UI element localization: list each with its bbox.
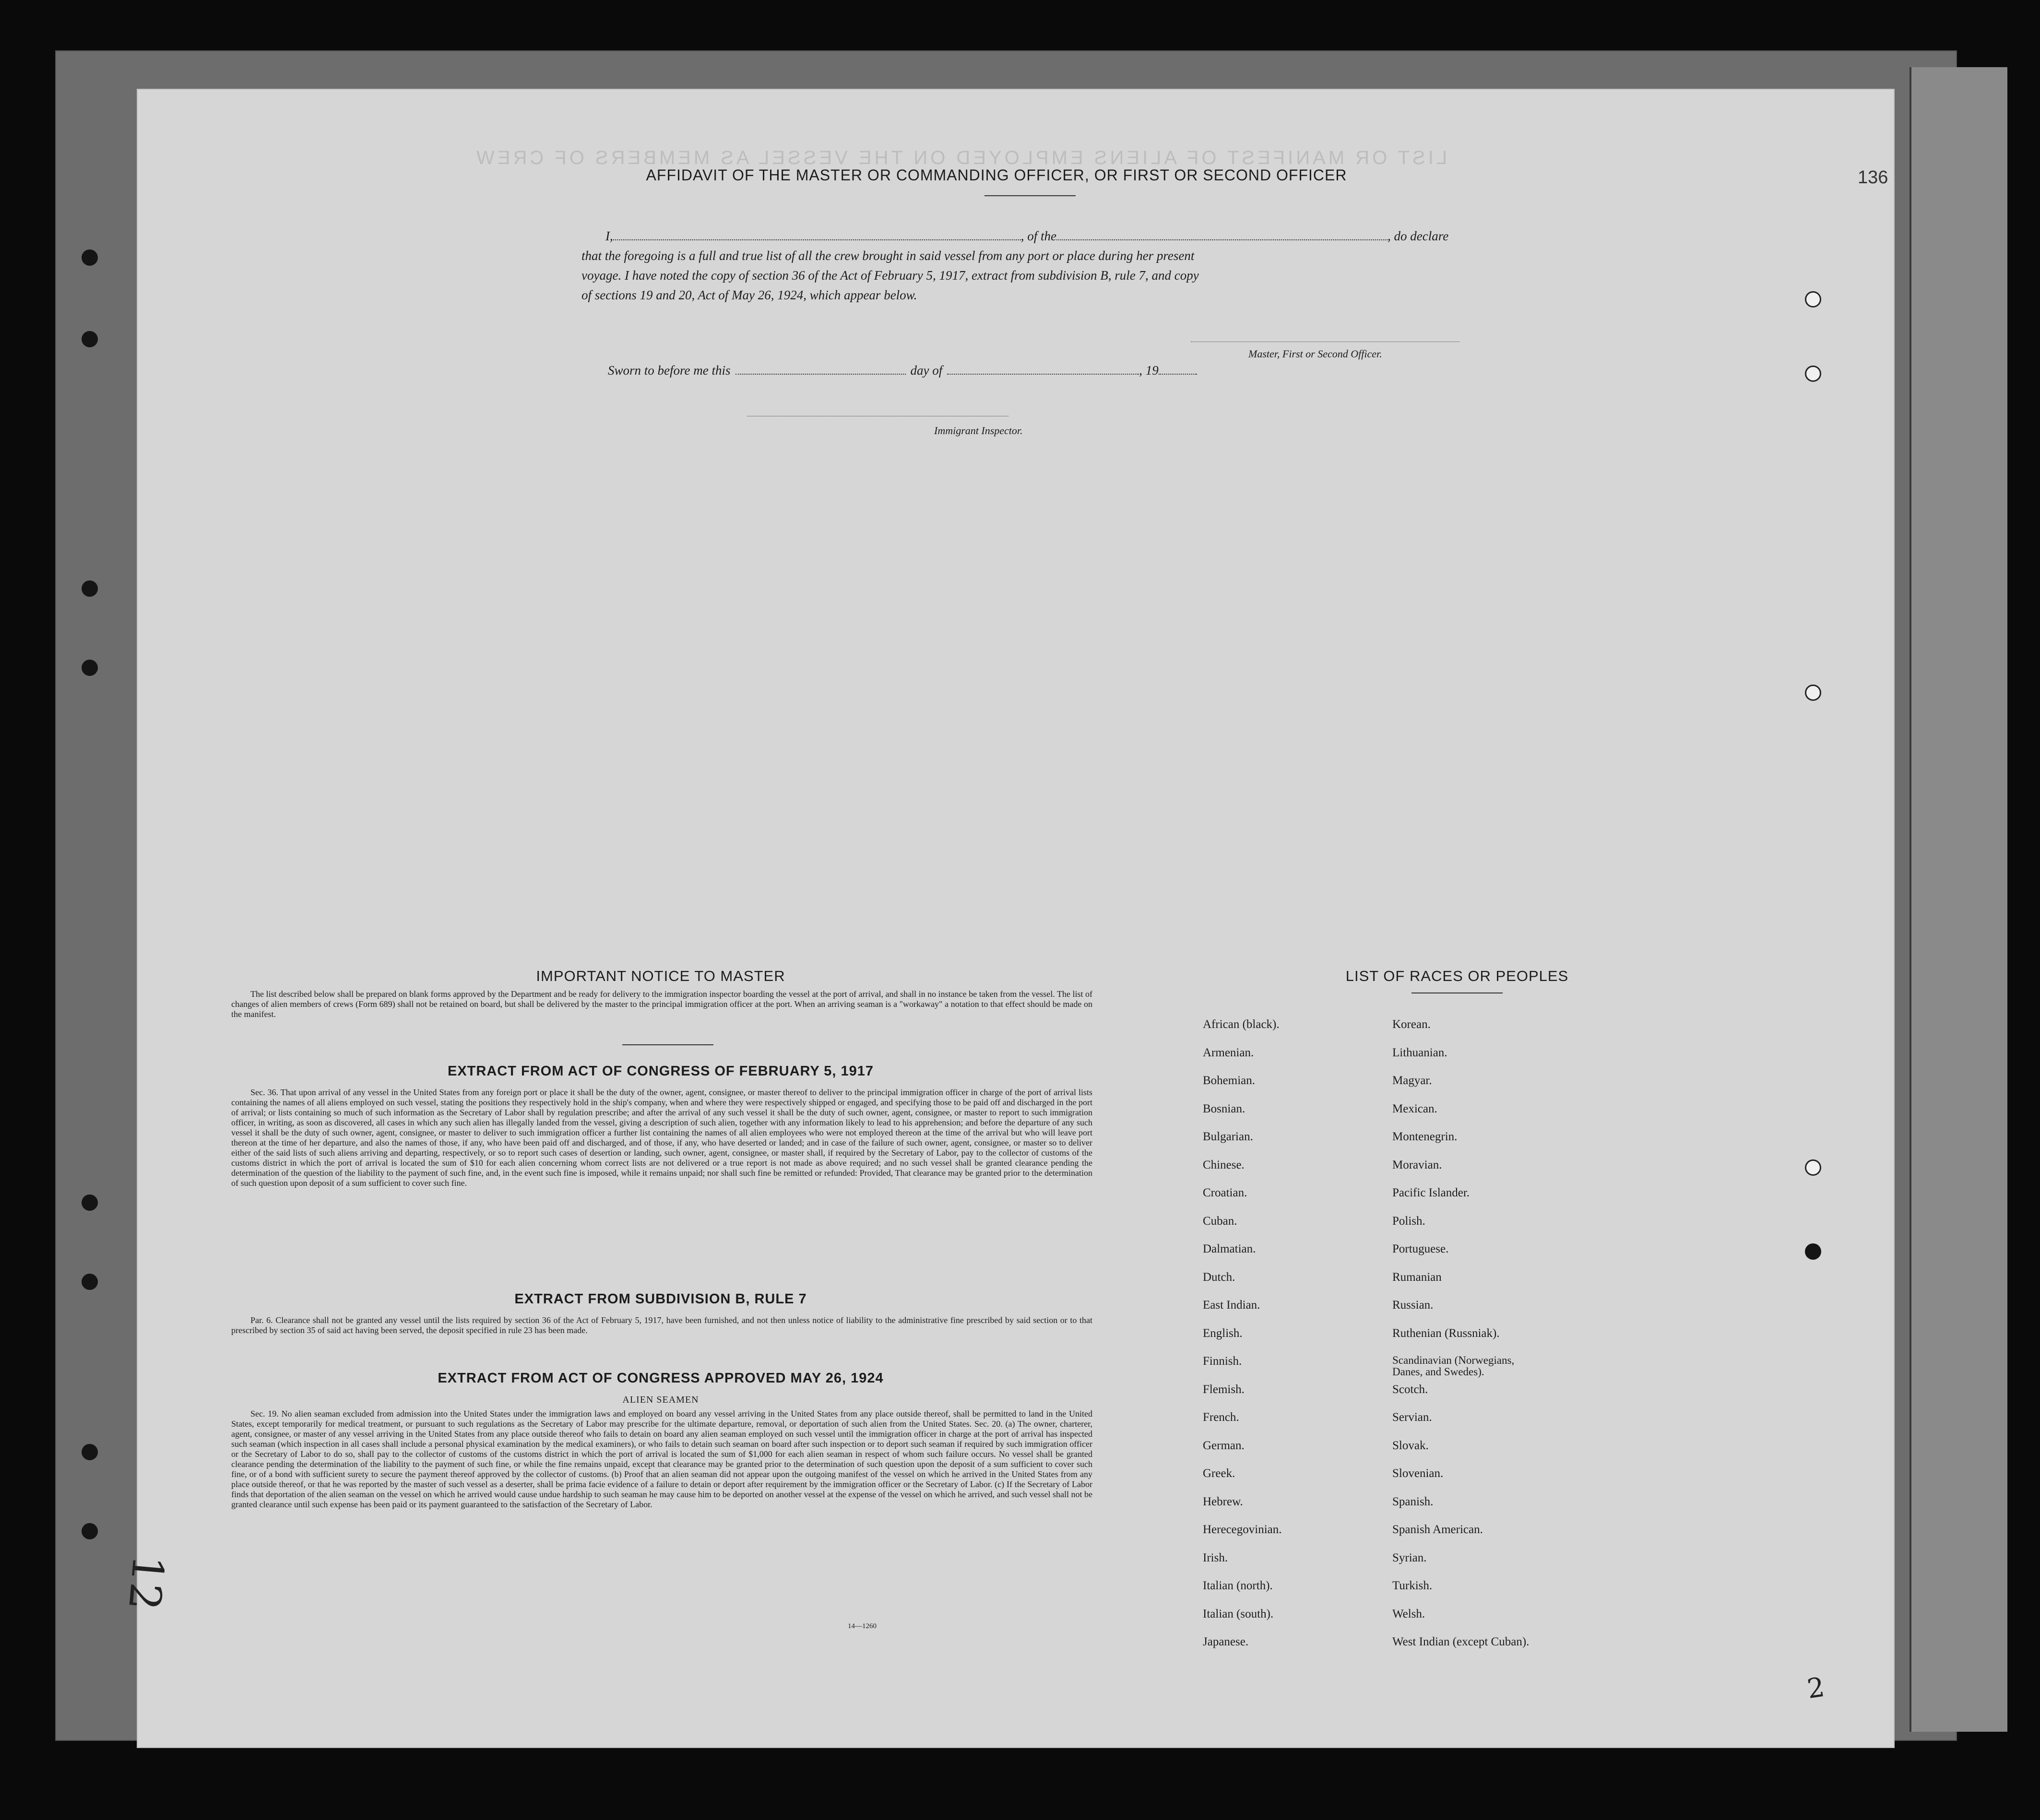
title-rule xyxy=(984,195,1076,196)
form-number: 14—1260 xyxy=(848,1622,877,1630)
race-item-left: Dalmatian. xyxy=(1203,1242,1256,1255)
notice-title: IMPORTANT NOTICE TO MASTER xyxy=(536,968,785,984)
race-item-right: Welsh. xyxy=(1392,1607,1425,1620)
vessel-blank[interactable] xyxy=(1056,239,1388,240)
race-item-left: Dutch. xyxy=(1203,1270,1235,1284)
race-item-left: Flemish. xyxy=(1203,1383,1245,1396)
race-item-right: Scotch. xyxy=(1392,1383,1428,1396)
affidavit-line-3: voyage. I have noted the copy of section 36 of the Act of February 5, 1917, extract from subdivision B, rule 7, and copy xyxy=(581,268,1199,283)
binder-hole xyxy=(82,660,98,676)
binder-hole xyxy=(82,1274,98,1290)
year-blank[interactable] xyxy=(1159,374,1197,375)
race-item-left: Herecegovinian. xyxy=(1203,1523,1282,1536)
race-item-right: Portuguese. xyxy=(1392,1242,1449,1255)
race-item-left: Finnish. xyxy=(1203,1355,1242,1368)
extract1-title: EXTRACT FROM ACT OF CONGRESS OF FEBRUARY 5, 1917 xyxy=(447,1064,874,1079)
affidavit-i-label: I, xyxy=(605,229,613,243)
extract2-title: EXTRACT FROM SUBDIVISION B, RULE 7 xyxy=(514,1291,807,1307)
race-item-right: Lithuanian. xyxy=(1392,1046,1447,1059)
extract2-text: Par. 6. Clearance shall not be granted any vessel until the lists required by section 36 of the Act of February 5, 1917, have been furnished, and not then unless notice of liability to the administrative fine prescribed by said section or to that prescribed by section 35 of said act having been served, the deposit specified in rule 23 has been made. xyxy=(231,1315,1092,1335)
race-item-right: Korean. xyxy=(1392,1018,1431,1031)
extract3-title: EXTRACT FROM ACT OF CONGRESS APPROVED MAY 26, 1924 xyxy=(438,1371,884,1386)
race-item-left: African (black). xyxy=(1203,1018,1280,1031)
race-item-right: Turkish. xyxy=(1392,1579,1433,1592)
master-signature-label: Master, First or Second Officer. xyxy=(1248,348,1382,360)
binder-hole xyxy=(1805,1159,1821,1176)
notice-text: The list described below shall be prepared on blank forms approved by the Department and be ready for delivery to the immigration inspector boarding the vessel at the port of arrival, and shall in no instance be taken from the vessel. The list of changes of alien members of crews (Form 689) shall not be retained on board, but shall be delivered by the master to the principal immigration officer at the port. When an arriving seaman is a "workaway" a notation to that effect should be made on the manifest. xyxy=(231,989,1092,1019)
race-item-left: Chinese. xyxy=(1203,1158,1245,1171)
race-item-right: Magyar. xyxy=(1392,1074,1432,1087)
race-item-left: Greek. xyxy=(1203,1467,1235,1480)
extract3-text: Sec. 19. No alien seaman excluded from admission into the United States under the immigration laws and employed on board any vessel arriving in the United States from any place outside thereof, shall be permitted to land in the United States, except temporarily for medical treatment, or pursuant to such regulations as the Secretary of Labor may prescribe for the ultimate departure, removal, or deportation of such alien from the United States. Sec. 20. (a) The owner, charterer, agent, consignee, or master of any vessel arriving in the United States from any place outside thereof who fails to detain on board any alien seaman employed on such vessel until the immigration officer in charge at the port of arrival has inspected such seaman (which inspection in all cases shall include a personal physical examination by the medical examiners), or who fails to detain such seaman on board after such inspection or to deport such seaman if required by such immigration officer or the Secretary of Labor to do so, shall pay to the collector of customs of the customs district in which the port of arrival is located the sum of $1,000 for each alien seaman in respect of whom such failure occurs. No vessel shall be granted clearance pending the determination of the liability to the payment of such fine, or while the fine remains unpaid, except that clearance may be granted prior to the determination of such question upon the deposit of a sum sufficient to cover such fine, or of a bond with sufficient surety to secure the payment thereof approved by the collector of customs. (b) Proof that an alien seaman did not appear upon the outgoing manifest of the vessel on which he arrived in the United States from any place outside thereof, or that he was reported by the master of such vessel as a deserter, shall be prima facie evidence of a failure to detain or deport after requirement by the immigration officer or the Secretary of Labor. (c) If the Secretary of Labor finds that deportation of the alien seaman on the vessel on which he arrived would cause undue hardship to such seaman he may cause him to be deported on another vessel at the expense of the vessel on which he arrived, and such vessel shall not be granted clearance until such expense has been paid or its payment guaranteed to the satisfaction of the Secretary of Labor. xyxy=(231,1409,1092,1509)
race-item-left: Italian (north). xyxy=(1203,1579,1273,1592)
race-item-left: Japanese. xyxy=(1203,1635,1249,1648)
binder-hole xyxy=(1805,291,1821,307)
race-item-right: Moravian. xyxy=(1392,1158,1442,1171)
binder-hole xyxy=(82,249,98,266)
binder-hole xyxy=(82,1444,98,1460)
inspector-label: Immigrant Inspector. xyxy=(934,425,1023,437)
affidavit-do-declare: , do declare xyxy=(1388,229,1449,243)
affidavit-text xyxy=(581,226,1637,305)
race-item-right: Russian. xyxy=(1392,1299,1434,1312)
race-item-left: Croatian. xyxy=(1203,1186,1247,1199)
race-item-right: Slovak. xyxy=(1392,1439,1429,1452)
year-label: , 19 xyxy=(1139,363,1159,378)
bleed-through-title: LIST OR MANIFEST OF ALIENS EMPLOYED ON THE VESSEL AS MEMBERS OF CREW xyxy=(474,147,1447,168)
document-page xyxy=(118,89,1895,1748)
binder-hole xyxy=(82,1523,98,1539)
day-of-label: day of xyxy=(910,363,943,378)
background-sheet-edge xyxy=(1910,67,2007,1732)
day-blank[interactable] xyxy=(735,374,906,375)
race-item-right: Scandinavian (Norwegians, Danes, and Swedes). xyxy=(1392,1354,1515,1378)
binder-hole xyxy=(1805,685,1821,701)
race-item-right: Syrian. xyxy=(1392,1551,1427,1564)
sworn-line xyxy=(608,361,1197,380)
section-rule xyxy=(622,1044,713,1045)
race-item-right: Slovenian. xyxy=(1392,1467,1444,1480)
affidavit-of-the: , of the xyxy=(1020,229,1056,243)
binder-hole xyxy=(1805,366,1821,382)
races-title: LIST OF RACES OR PEOPLES xyxy=(1345,968,1569,984)
extract1-text: Sec. 36. That upon arrival of any vessel in the United States from any foreign port or place it shall be the duty of the owner, agent, consignee, or master thereof to deliver to the principal immigration officer in charge of the port of arrival lists containing the names of all aliens employed on such vessel, stating the positions they respectively hold in the ship's company, when and where they were respectively shipped or engaged, and specifying those to be paid off and discharged in the port of arrival; or lists containing so much of such information as the Secretary of Labor shall by regulation prescribe; and after the arrival of any such vessel it shall be the duty of such owner, agent, consignee, or master to report to such immigration officer, in writing, as soon as discovered, all cases in which any such alien has illegally landed from the vessel, giving a description of such alien, together with any information likely to lead to his apprehension; and before the departure of any such vessel it shall be the duty of such owner, agent, consignee, or master to deliver to such immigration officer a further list containing the names of all alien employees who were not employed thereon at the time of the arrival but who will leave port thereon at the time of her departure, and also the names of those, if any, who have been paid off and discharged, and of those, if any, who have deserted or landed; and in case of the failure of such owner, agent, consignee, or master so to deliver either of the said lists of such aliens arriving and departing, respectively, or so to report such cases of desertion or landing, such owner, agent, consignee, or master shall, if required by the Secretary of Labor, pay to the collector of customs of the customs district in which the port of arrival is located the sum of $10 for each alien concerning whom correct lists are not delivered or a true report is not made as above required; and no such vessel shall be granted clearance pending the determination of the question of the liability to the payment of such fine, and, in the event such fine is imposed, while it remains unpaid; nor shall such fine be remitted or refunded: Provided, That clearance may be granted prior to the determination of such question upon deposit of a sum sufficient to cover such fine. xyxy=(231,1087,1092,1188)
race-item-right: Polish. xyxy=(1392,1214,1425,1228)
race-item-right: West Indian (except Cuban). xyxy=(1392,1635,1530,1648)
race-item-left: German. xyxy=(1203,1439,1245,1452)
race-item-left: Bohemian. xyxy=(1203,1074,1256,1087)
race-item-left: Italian (south). xyxy=(1203,1607,1274,1620)
race-item-left: Irish. xyxy=(1203,1551,1228,1564)
page-number: 136 xyxy=(1858,167,1888,188)
affidavit-line-2: that the foregoing is a full and true list of all the crew brought in said vessel from any port or place during her present xyxy=(581,248,1195,263)
race-item-left: Bulgarian. xyxy=(1203,1130,1253,1143)
race-item-right: Montenegrin. xyxy=(1392,1130,1458,1143)
binder-hole xyxy=(82,331,98,347)
binder-hole xyxy=(82,1194,98,1211)
race-item-left: English. xyxy=(1203,1326,1243,1340)
race-item-right: Rumanian xyxy=(1392,1270,1442,1284)
month-blank[interactable] xyxy=(947,374,1139,375)
race-item-left: French. xyxy=(1203,1411,1239,1424)
affidavit-line-4: of sections 19 and 20, Act of May 26, 1924, which appear below. xyxy=(581,288,917,302)
race-item-right: Spanish. xyxy=(1392,1495,1434,1508)
race-item-right: Servian. xyxy=(1392,1411,1432,1424)
affidavit-title: AFFIDAVIT OF THE MASTER OR COMMANDING OFFICER, OR FIRST OR SECOND OFFICER xyxy=(646,166,1347,184)
extract3-subtitle: ALIEN SEAMEN xyxy=(622,1395,699,1405)
sworn-label: Sworn to before me this xyxy=(608,363,731,378)
race-item-right: Ruthenian (Russniak). xyxy=(1392,1326,1500,1340)
handwritten-margin-mark: 12 xyxy=(118,1553,174,1613)
race-item-right: Mexican. xyxy=(1392,1102,1437,1115)
binder-hole xyxy=(1805,1243,1821,1260)
race-item-left: Cuban. xyxy=(1203,1214,1237,1228)
race-item-right: Spanish American. xyxy=(1392,1523,1483,1536)
name-blank[interactable] xyxy=(613,239,1021,240)
race-item-left: Bosnian. xyxy=(1203,1102,1245,1115)
race-item-left: Armenian. xyxy=(1203,1046,1254,1059)
handwritten-page-mark: 2 xyxy=(1805,1671,1827,1705)
binder-hole xyxy=(82,580,98,597)
race-item-right: Pacific Islander. xyxy=(1392,1186,1470,1199)
race-item-left: Hebrew. xyxy=(1203,1495,1243,1508)
race-item-left: East Indian. xyxy=(1203,1299,1260,1312)
